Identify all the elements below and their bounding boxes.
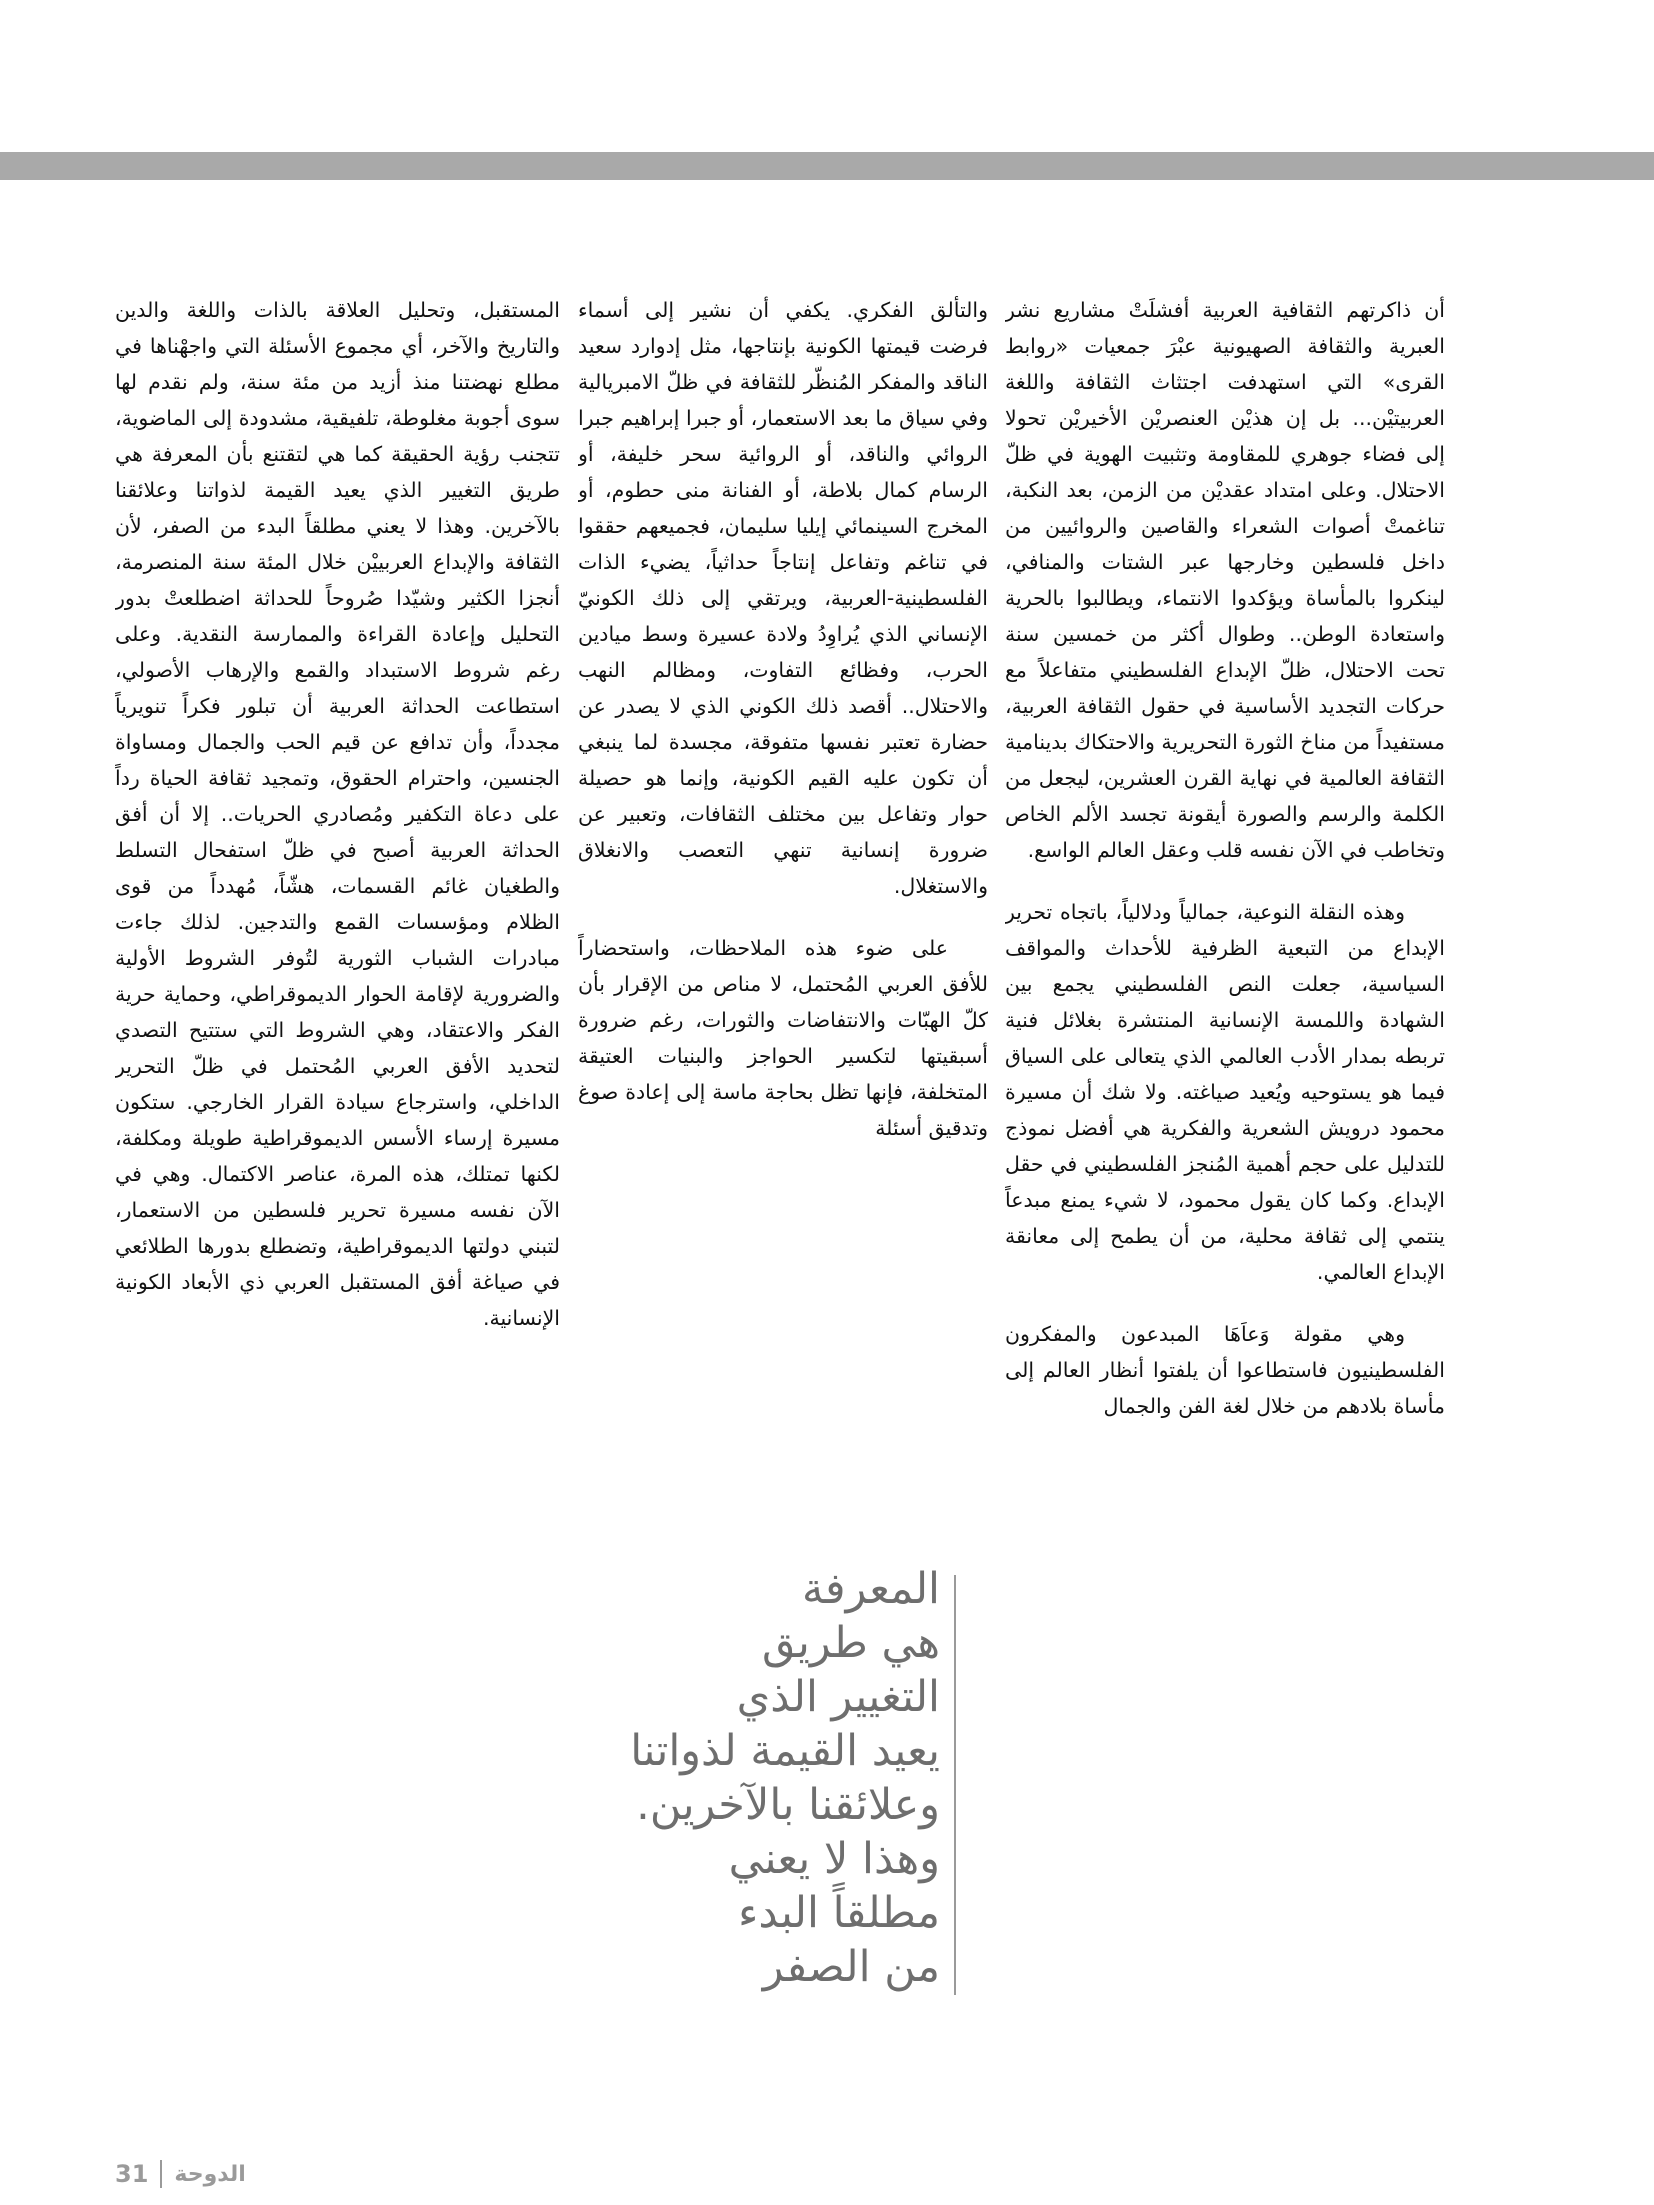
paragraph: أن ذاكرتهم الثقافية العربية أفشلَتْ مشاريع نشر العبرية والثقافة الصهيونية عبْرَ جمعيات «روابط القرى» التي استهدفت اجتثاث الثقافة واللغة العربيتيْن... بل إن هذيْن العنصريْن الأخيريْن تحولا إلى فضاء جوهري للمقاومة وتثبيت الهوية في ظلّ الاحتلال. وعلى امتداد عقديْن من الزمن، بعد النكبة، تناغمتْ أصوات الشعراء والقاصين والروائيين من داخل فلسطين وخارجها عبر الشتات والمنافي، لينكروا بالمأساة ويؤكدوا الانتماء، ويطالبوا بالحرية واستعادة الوطن.. وطوال أكثر من خمسين سنة تحت الاحتلال، ظلّ الإبداع الفلسطيني متفاعلاً مع حركات التجديد الأساسية في حقول الثقافة العربية، مستفيداً من مناخ الثورة التحريرية والاحتكاك بدينامية الثقافة العالمية في نهاية القرن العشرين، ليجعل من الكلمة والرسم والصورة أيقونة تجسد الألم الخاص وتخاطب في الآن نفسه قلب وعقل العالم الواسع. bbox=[1005, 298, 1445, 862]
text-column-middle bbox=[578, 292, 988, 1492]
magazine-name: الدوحة bbox=[174, 2161, 246, 2187]
pull-quote-line: وهذا لا يعني bbox=[728, 1834, 940, 1884]
pull-quote-line: مطلقاً البدء bbox=[738, 1888, 940, 1938]
paragraph: والتألق الفكري. يكفي أن نشير إلى أسماء فرضت قيمتها الكونية بإنتاجها، مثل إدوارد سعيد الناقد والمفكر المُنظّر للثقافة في ظلّ الامبريالية وفي سياق ما بعد الاستعمار، أو جبرا إبراهيم جبرا الروائي والناقد، أو الروائية سحر خليفة، أو الرسام كمال بلاطة، أو الفنانة منى حطوم، أو المخرج السينمائي إيليا سليمان، فجميعهم حققوا في تناغم وتفاعل إنتاجاً حداثياً، يضيء الذات الفلسطينية-العربية، ويرتقي إلى ذلك الكونيّ الإنساني الذي يُراوِدُ ولادة عسيرة وسط ميادين الحرب، وفظائع التفاوت، ومظالم النهب والاحتلال.. أقصد ذلك الكوني الذي لا يصدر عن حضارة تعتبر نفسها متفوقة، مجسدة لما ينبغي أن تكون عليه القيم الكونية، وإنما هو حصيلة حوار وتفاعل بين مختلف الثقافات، وتعبير عن ضرورة إنسانية تنهي التعصب والانغلاق والاستغلال. bbox=[578, 298, 988, 898]
paragraph: وهي مقولة وَعاَهَا المبدعون والمفكرون الفلسطينيون فاستطاعوا أن يلفتوا أنظار العالم إلى مأساة بلادهم من خلال لغة الفن والجمال bbox=[1005, 1322, 1445, 1418]
pull-quote-line: يعيد القيمة لذواتنا bbox=[630, 1726, 940, 1776]
footer-divider bbox=[160, 2160, 162, 2188]
pull-quote-line: المعرفة bbox=[802, 1564, 940, 1614]
page-number: 31 bbox=[115, 2160, 149, 2188]
pull-quote-line: التغيير الذي bbox=[736, 1672, 940, 1722]
pull-quote bbox=[560, 1562, 940, 2002]
header-gray-bar bbox=[0, 152, 1654, 180]
text-column-right bbox=[1005, 292, 1445, 2132]
pull-quote-line: هي طريق bbox=[762, 1618, 940, 1668]
paragraph: المستقبل، وتحليل العلاقة بالذات واللغة والدين والتاريخ والآخر، أي مجموع الأسئلة التي واجهْناها في مطلع نهضتنا منذ أزيد من مئة سنة، ولم نقدم لها سوى أجوبة مغلوطة، تلفيقية، مشدودة إلى الماضوية، تتجنب رؤية الحقيقة كما هي لتقتنع بأن المعرفة هي طريق التغيير الذي يعيد القيمة لذواتنا وعلائقنا بالآخرين. وهذا لا يعني مطلقاً البدء من الصفر، لأن الثقافة والإبداع العربييْن خلال المئة سنة المنصرمة، أنجزا الكثير وشيّدا صُروحاً للحداثة اضطلعتْ بدور التحليل وإعادة القراءة والممارسة النقدية. وعلى رغم شروط الاستبداد والقمع والإرهاب الأصولي، استطاعت الحداثة العربية أن تبلور فكراً تنويرياً مجدداً، وأن تدافع عن قيم الحب والجمال ومساواة الجنسين، واحترام الحقوق، وتمجيد ثقافة الحياة رداً على دعاة التكفير ومُصادري الحريات.. إلا أن أفق الحداثة العربية أصبح في ظلّ استفحال التسلط والطغيان غائم القسمات، هشّاً، مُهدداً من قوى الظلام ومؤسسات القمع والتدجين. لذلك جاءت مبادرات الشباب الثورية لتُوفر الشروط الأولية والضرورية لإقامة الحوار الديموقراطي، وحماية حرية الفكر والاعتقاد، وهي الشروط التي ستتيح التصدي لتحديد الأفق العربي المُحتمل في ظلّ التحرير الداخلي، واسترجاع سيادة القرار الخارجي. ستكون مسيرة إرساء الأسس الديموقراطية طويلة ومكلفة، لكنها تمتلك، هذه المرة، عناصر الاكتمال. وهي في الآن نفسه مسيرة تحرير فلسطين من الاستعمار، لتبني دولتها الديموقراطية، وتضطلع بدورها الطلائعي في صياغة أفق المستقبل العربي ذي الأبعاد الكونية الإنسانية. bbox=[115, 298, 560, 1330]
pull-quote-line: من الصفر bbox=[762, 1942, 940, 1992]
pull-quote-line: وعلائقنا بالآخرين. bbox=[636, 1780, 940, 1830]
paragraph: وهذه النقلة النوعية، جمالياً ودلالياً، باتجاه تحرير الإبداع من التبعية الظرفية للأحداث والمواقف السياسية، جعلت النص الفلسطيني يجمع بين الشهادة واللمسة الإنسانية المنتشرة بغلائل فنية تربطه بمدار الأدب العالمي الذي يتعالى على السياق فيما هو يستوحيه ويُعيد صياغته. ولا شك أن مسيرة محمود درويش الشعرية والفكرية هي أفضل نموذج للتدليل على حجم أهمية المُنجز الفلسطيني في حقل الإبداع. وكما كان يقول محمود، لا شيء يمنع مبدعاً ينتمي إلى ثقافة محلية، من أن يطمح إلى معانقة الإبداع العالمي. bbox=[1005, 900, 1445, 1284]
page-footer bbox=[115, 2157, 246, 2191]
paragraph: على ضوء هذه الملاحظات، واستحضاراً للأفق العربي المُحتمل، لا مناص من الإقرار بأن كلّ الهبّات والانتفاضات والثورات، رغم ضرورة أسبقيتها لتكسير الحواجز والبنيات العتيقة المتخلفة، فإنها تظل بحاجة ماسة إلى إعادة صوغ وتدقيق أسئلة bbox=[578, 936, 988, 1140]
text-column-left bbox=[115, 292, 560, 2142]
pull-quote-rule bbox=[954, 1575, 956, 1995]
